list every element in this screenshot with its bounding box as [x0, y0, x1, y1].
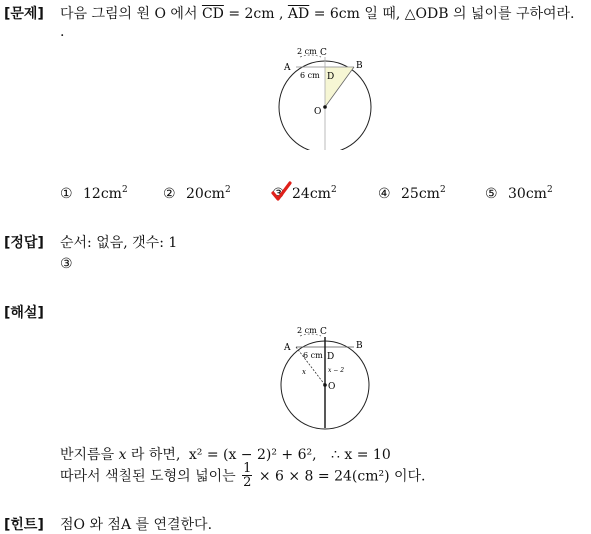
- label-b: B: [356, 341, 363, 351]
- label-o: O: [328, 382, 336, 392]
- option-1-value: 12cm: [83, 186, 122, 202]
- option-3[interactable]: [272, 186, 337, 202]
- explanation-tag: [해설]: [4, 305, 44, 321]
- center-point: [323, 105, 327, 109]
- checkmark-icon: [270, 181, 292, 203]
- option-5[interactable]: [485, 186, 553, 202]
- hint-tag: [힌트]: [4, 517, 44, 533]
- option-1-number: ①: [60, 186, 73, 202]
- question-eq1: = 2cm ,: [228, 6, 284, 22]
- line2-pre: 따라서 색칠된 도형의 넓이는: [60, 468, 236, 485]
- fraction-denominator: 2: [243, 475, 252, 490]
- shaded-triangle-odb: [325, 57, 354, 107]
- stray-dot: .: [60, 24, 65, 40]
- option-5-number: ⑤: [485, 186, 498, 202]
- option-4[interactable]: [378, 186, 446, 202]
- explanation-figure: [276, 320, 376, 430]
- option-4-number: ④: [378, 186, 391, 202]
- option-3-exponent: 2: [330, 185, 337, 195]
- center-point: [323, 383, 327, 387]
- line1-equation: x² = (x − 2)² + 6²,: [188, 447, 317, 463]
- option-5-exponent: 2: [546, 185, 553, 195]
- problem-figure: [276, 40, 376, 150]
- label-o: O: [314, 107, 322, 117]
- answer-value: ③: [60, 256, 73, 272]
- explanation-line-2: [60, 462, 426, 489]
- segment-ad: $\overline{AD}$: [287, 6, 310, 22]
- line1-mid: 라 하면,: [130, 447, 181, 463]
- question-eq2: = 6cm 일 때, △ODB 의 넓이를 구하여라.: [313, 6, 575, 22]
- option-3-number: ③: [272, 186, 285, 202]
- option-2-value: 20cm: [186, 186, 225, 202]
- label-cd-length: 2 cm: [297, 47, 317, 56]
- segment-cd: $\overline{CD}$: [201, 6, 224, 22]
- label-x-minus-2: x − 2: [328, 367, 345, 374]
- label-ad-length: 6 cm: [303, 351, 323, 360]
- label-c: C: [320, 327, 327, 337]
- option-1[interactable]: [60, 186, 128, 202]
- option-4-exponent: 2: [439, 185, 446, 195]
- label-a: A: [284, 343, 291, 353]
- label-ad-length: 6 cm: [300, 71, 320, 80]
- label-c: C: [320, 48, 327, 58]
- option-4-value: 25cm: [401, 186, 440, 202]
- option-2[interactable]: [163, 186, 231, 202]
- label-cd-length: 2 cm: [297, 326, 317, 335]
- line2-post: × 6 × 8 = 24(cm²) 이다.: [258, 468, 426, 485]
- problem-question: [60, 3, 575, 23]
- label-d: D: [327, 72, 335, 82]
- option-1-exponent: 2: [121, 185, 128, 195]
- label-d: D: [327, 352, 335, 362]
- option-5-value: 30cm: [508, 186, 547, 202]
- line1-pre: 반지름을: [60, 447, 115, 463]
- fraction: [242, 462, 252, 489]
- line1-var: x: [118, 447, 127, 463]
- label-b: B: [356, 61, 363, 71]
- problem-tag: [문제]: [4, 6, 44, 22]
- question-pre: 다음 그림의 원 O 에서: [60, 6, 198, 22]
- answer-meta: 순서: 없음, 갯수: 1: [60, 235, 178, 251]
- option-3-value: 24cm: [292, 186, 331, 202]
- answer-tag: [정답]: [4, 235, 44, 251]
- option-3-number-wrap: [272, 186, 285, 202]
- option-2-exponent: 2: [224, 185, 231, 195]
- explanation-line-1: [60, 444, 391, 464]
- line1-result: ∴ x = 10: [331, 447, 391, 463]
- fraction-numerator: 1: [243, 461, 252, 476]
- label-x: x: [302, 368, 306, 376]
- option-2-number: ②: [163, 186, 176, 202]
- label-a: A: [284, 63, 291, 73]
- hint-text: 점O 와 점A 를 연결한다.: [60, 517, 213, 533]
